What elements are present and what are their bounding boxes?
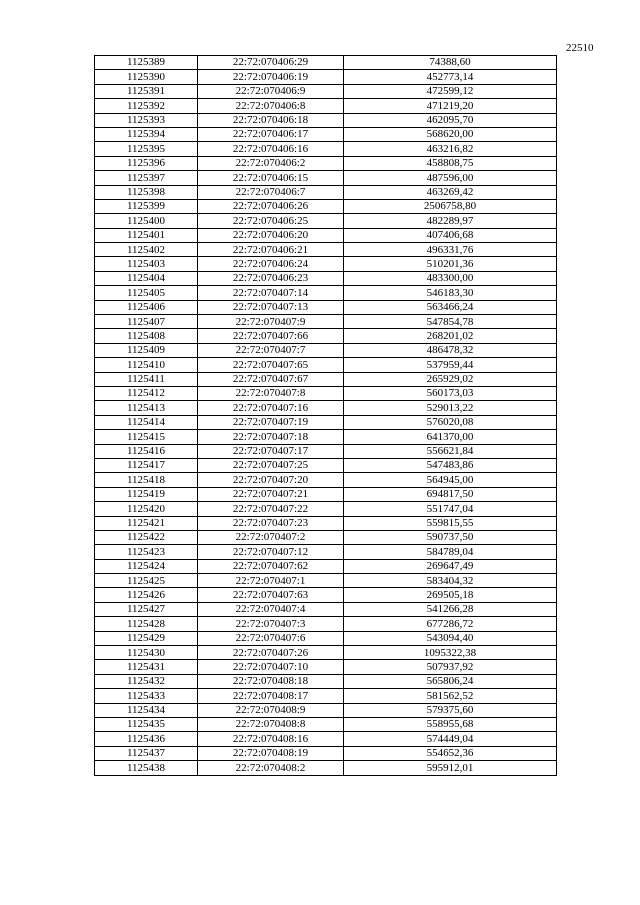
record-id-cell: 1125395: [95, 142, 198, 156]
record-id-cell: 1125424: [95, 559, 198, 573]
record-id-cell: 1125401: [95, 228, 198, 242]
value-cell: 563466,24: [344, 300, 557, 314]
table-row: [95, 99, 557, 113]
value-cell: 265929,02: [344, 372, 557, 386]
record-id-cell: 1125398: [95, 185, 198, 199]
cadastral-number-cell: 22:72:070406:17: [198, 127, 344, 141]
cadastral-number-cell: 22:72:070408:17: [198, 689, 344, 703]
record-id-cell: 1125404: [95, 271, 198, 285]
record-id-cell: 1125420: [95, 502, 198, 516]
table-row: [95, 732, 557, 746]
record-id-cell: 1125411: [95, 372, 198, 386]
record-id-cell: 1125403: [95, 257, 198, 271]
table-row: [95, 401, 557, 415]
record-id-cell: 1125422: [95, 530, 198, 544]
table-row: [95, 444, 557, 458]
value-cell: 487596,00: [344, 171, 557, 185]
cadastral-number-cell: 22:72:070407:21: [198, 487, 344, 501]
cadastral-number-cell: 22:72:070407:62: [198, 559, 344, 573]
record-id-cell: 1125408: [95, 329, 198, 343]
value-cell: 458808,75: [344, 156, 557, 170]
cadastral-number-cell: 22:72:070407:66: [198, 329, 344, 343]
record-id-cell: 1125430: [95, 646, 198, 660]
cadastral-number-cell: 22:72:070407:13: [198, 300, 344, 314]
value-cell: 595912,01: [344, 761, 557, 775]
record-id-cell: 1125407: [95, 315, 198, 329]
value-cell: 547854,78: [344, 315, 557, 329]
table-row: [95, 473, 557, 487]
table-row: [95, 271, 557, 285]
cadastral-number-cell: 22:72:070407:12: [198, 545, 344, 559]
value-cell: 483300,00: [344, 271, 557, 285]
table-row: [95, 703, 557, 717]
table-row: [95, 127, 557, 141]
value-cell: 496331,76: [344, 243, 557, 257]
cadastral-number-cell: 22:72:070407:10: [198, 660, 344, 674]
table-row: [95, 717, 557, 731]
cadastral-number-cell: 22:72:070406:8: [198, 99, 344, 113]
cadastral-number-cell: 22:72:070406:21: [198, 243, 344, 257]
record-id-cell: 1125414: [95, 415, 198, 429]
value-cell: 507937,92: [344, 660, 557, 674]
cadastral-number-cell: 22:72:070406:20: [198, 228, 344, 242]
cadastral-number-cell: 22:72:070407:23: [198, 516, 344, 530]
table-row: [95, 559, 557, 573]
table-row: [95, 56, 557, 70]
value-cell: 543094,40: [344, 631, 557, 645]
cadastral-number-cell: 22:72:070406:9: [198, 84, 344, 98]
record-id-cell: 1125421: [95, 516, 198, 530]
record-id-cell: 1125431: [95, 660, 198, 674]
value-cell: 581562,52: [344, 689, 557, 703]
record-id-cell: 1125429: [95, 631, 198, 645]
table-row: [95, 185, 557, 199]
table-row: [95, 300, 557, 314]
cadastral-number-cell: 22:72:070406:19: [198, 70, 344, 84]
cadastral-number-cell: 22:72:070407:19: [198, 415, 344, 429]
value-cell: 74388,60: [344, 56, 557, 70]
value-cell: 568620,00: [344, 127, 557, 141]
record-id-cell: 1125434: [95, 703, 198, 717]
cadastral-number-cell: 22:72:070407:63: [198, 588, 344, 602]
data-table: [94, 55, 557, 776]
record-id-cell: 1125417: [95, 458, 198, 472]
cadastral-number-cell: 22:72:070407:2: [198, 530, 344, 544]
cadastral-number-cell: 22:72:070407:20: [198, 473, 344, 487]
value-cell: 554652,36: [344, 746, 557, 760]
cadastral-number-cell: 22:72:070408:2: [198, 761, 344, 775]
cadastral-number-cell: 22:72:070408:18: [198, 674, 344, 688]
table-row: [95, 358, 557, 372]
cadastral-number-cell: 22:72:070406:29: [198, 56, 344, 70]
record-id-cell: 1125419: [95, 487, 198, 501]
record-id-cell: 1125433: [95, 689, 198, 703]
table-row: [95, 415, 557, 429]
cadastral-number-cell: 22:72:070407:65: [198, 358, 344, 372]
record-id-cell: 1125406: [95, 300, 198, 314]
value-cell: 583404,32: [344, 574, 557, 588]
table-row: [95, 171, 557, 185]
record-id-cell: 1125413: [95, 401, 198, 415]
table-row: [95, 746, 557, 760]
table-row: [95, 602, 557, 616]
cadastral-number-cell: 22:72:070407:8: [198, 386, 344, 400]
table-row: [95, 372, 557, 386]
table-row: [95, 761, 557, 775]
record-id-cell: 1125396: [95, 156, 198, 170]
record-id-cell: 1125425: [95, 574, 198, 588]
value-cell: 565806,24: [344, 674, 557, 688]
value-cell: 559815,55: [344, 516, 557, 530]
record-id-cell: 1125437: [95, 746, 198, 760]
value-cell: 576020,08: [344, 415, 557, 429]
value-cell: 407406,68: [344, 228, 557, 242]
cadastral-number-cell: 22:72:070407:6: [198, 631, 344, 645]
cadastral-number-cell: 22:72:070406:26: [198, 199, 344, 213]
table-row: [95, 70, 557, 84]
value-cell: 486478,32: [344, 343, 557, 357]
record-id-cell: 1125423: [95, 545, 198, 559]
value-cell: 547483,86: [344, 458, 557, 472]
table-row: [95, 315, 557, 329]
value-cell: 584789,04: [344, 545, 557, 559]
table-body: [95, 56, 557, 776]
value-cell: 463216,82: [344, 142, 557, 156]
table-row: [95, 257, 557, 271]
value-cell: 677286,72: [344, 617, 557, 631]
cadastral-number-cell: 22:72:070408:16: [198, 732, 344, 746]
value-cell: 471219,20: [344, 99, 557, 113]
table-row: [95, 631, 557, 645]
record-id-cell: 1125436: [95, 732, 198, 746]
record-id-cell: 1125397: [95, 171, 198, 185]
value-cell: 560173,03: [344, 386, 557, 400]
table-row: [95, 458, 557, 472]
table-row: [95, 574, 557, 588]
table-row: [95, 156, 557, 170]
table-row: [95, 286, 557, 300]
table-row: [95, 228, 557, 242]
record-id-cell: 1125389: [95, 56, 198, 70]
value-cell: 694817,50: [344, 487, 557, 501]
record-id-cell: 1125428: [95, 617, 198, 631]
cadastral-number-cell: 22:72:070406:16: [198, 142, 344, 156]
cadastral-number-cell: 22:72:070406:23: [198, 271, 344, 285]
cadastral-number-cell: 22:72:070406:7: [198, 185, 344, 199]
table-row: [95, 113, 557, 127]
table-row: [95, 329, 557, 343]
table-row: [95, 516, 557, 530]
value-cell: 541266,28: [344, 602, 557, 616]
table-row: [95, 545, 557, 559]
cadastral-number-cell: 22:72:070407:17: [198, 444, 344, 458]
cadastral-number-cell: 22:72:070408:9: [198, 703, 344, 717]
table-row: [95, 214, 557, 228]
record-id-cell: 1125393: [95, 113, 198, 127]
table-row: [95, 617, 557, 631]
record-id-cell: 1125405: [95, 286, 198, 300]
cadastral-number-cell: 22:72:070407:7: [198, 343, 344, 357]
record-id-cell: 1125402: [95, 243, 198, 257]
table-row: [95, 343, 557, 357]
value-cell: 463269,42: [344, 185, 557, 199]
value-cell: 579375,60: [344, 703, 557, 717]
cadastral-number-cell: 22:72:070407:1: [198, 574, 344, 588]
record-id-cell: 1125409: [95, 343, 198, 357]
table-row: [95, 660, 557, 674]
value-cell: 558955,68: [344, 717, 557, 731]
value-cell: 641370,00: [344, 430, 557, 444]
cadastral-number-cell: 22:72:070407:25: [198, 458, 344, 472]
record-id-cell: 1125427: [95, 602, 198, 616]
table-row: [95, 142, 557, 156]
cadastral-number-cell: 22:72:070407:9: [198, 315, 344, 329]
value-cell: 472599,12: [344, 84, 557, 98]
record-id-cell: 1125415: [95, 430, 198, 444]
value-cell: 590737,50: [344, 530, 557, 544]
table-row: [95, 430, 557, 444]
record-id-cell: 1125400: [95, 214, 198, 228]
cadastral-number-cell: 22:72:070406:24: [198, 257, 344, 271]
value-cell: 452773,14: [344, 70, 557, 84]
value-cell: 269647,49: [344, 559, 557, 573]
value-cell: 529013,22: [344, 401, 557, 415]
table-row: [95, 243, 557, 257]
table-row: [95, 502, 557, 516]
record-id-cell: 1125392: [95, 99, 198, 113]
cadastral-number-cell: 22:72:070407:22: [198, 502, 344, 516]
value-cell: 268201,02: [344, 329, 557, 343]
table-row: [95, 530, 557, 544]
value-cell: 546183,30: [344, 286, 557, 300]
value-cell: 510201,36: [344, 257, 557, 271]
record-id-cell: 1125418: [95, 473, 198, 487]
value-cell: 574449,04: [344, 732, 557, 746]
value-cell: 551747,04: [344, 502, 557, 516]
cadastral-number-cell: 22:72:070407:16: [198, 401, 344, 415]
value-cell: 2506758,80: [344, 199, 557, 213]
value-cell: 1095322,38: [344, 646, 557, 660]
cadastral-number-cell: 22:72:070406:18: [198, 113, 344, 127]
record-id-cell: 1125410: [95, 358, 198, 372]
cadastral-number-cell: 22:72:070407:18: [198, 430, 344, 444]
cadastral-number-cell: 22:72:070407:67: [198, 372, 344, 386]
record-id-cell: 1125426: [95, 588, 198, 602]
record-id-cell: 1125412: [95, 386, 198, 400]
cadastral-number-cell: 22:72:070406:25: [198, 214, 344, 228]
table-row: [95, 689, 557, 703]
table-row: [95, 199, 557, 213]
record-id-cell: 1125390: [95, 70, 198, 84]
page-number: 22510: [566, 42, 594, 54]
cadastral-number-cell: 22:72:070407:26: [198, 646, 344, 660]
record-id-cell: 1125438: [95, 761, 198, 775]
cadastral-number-cell: 22:72:070406:2: [198, 156, 344, 170]
table-row: [95, 588, 557, 602]
record-id-cell: 1125394: [95, 127, 198, 141]
table-row: [95, 84, 557, 98]
cadastral-number-cell: 22:72:070406:15: [198, 171, 344, 185]
record-id-cell: 1125416: [95, 444, 198, 458]
table-row: [95, 487, 557, 501]
record-id-cell: 1125391: [95, 84, 198, 98]
value-cell: 269505,18: [344, 588, 557, 602]
value-cell: 482289,97: [344, 214, 557, 228]
cadastral-number-cell: 22:72:070407:14: [198, 286, 344, 300]
cadastral-number-cell: 22:72:070407:4: [198, 602, 344, 616]
table-row: [95, 674, 557, 688]
value-cell: 556621,84: [344, 444, 557, 458]
record-id-cell: 1125432: [95, 674, 198, 688]
record-id-cell: 1125435: [95, 717, 198, 731]
table-row: [95, 646, 557, 660]
record-id-cell: 1125399: [95, 199, 198, 213]
table-row: [95, 386, 557, 400]
cadastral-number-cell: 22:72:070408:8: [198, 717, 344, 731]
value-cell: 564945,00: [344, 473, 557, 487]
cadastral-number-cell: 22:72:070407:3: [198, 617, 344, 631]
value-cell: 537959,44: [344, 358, 557, 372]
value-cell: 462095,70: [344, 113, 557, 127]
cadastral-number-cell: 22:72:070408:19: [198, 746, 344, 760]
